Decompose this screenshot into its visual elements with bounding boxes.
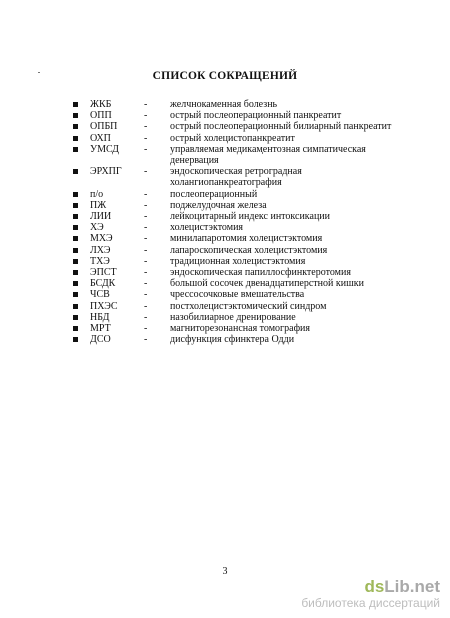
abbreviation-dash: - bbox=[144, 300, 148, 312]
abbreviation-row bbox=[0, 133, 450, 144]
abbreviation-dash: - bbox=[144, 211, 148, 222]
watermark-logo-rest: Lib.net bbox=[384, 577, 440, 596]
abbreviation-row bbox=[0, 166, 450, 189]
abbreviation-term: БСДК bbox=[90, 278, 116, 290]
watermark bbox=[301, 578, 440, 610]
abbreviation-term: УМСД bbox=[90, 143, 119, 155]
abbreviation-definition: эндоскопическая ретроградная bbox=[170, 166, 302, 178]
square-bullet-icon bbox=[73, 259, 78, 264]
square-bullet-icon bbox=[73, 281, 78, 286]
abbreviation-term: ЭПСТ bbox=[90, 267, 117, 278]
square-bullet-icon bbox=[73, 113, 78, 118]
abbreviation-definition-continued: денервация bbox=[170, 154, 219, 166]
abbreviation-dash: - bbox=[144, 222, 148, 234]
abbreviation-row bbox=[0, 256, 450, 267]
square-bullet-icon bbox=[73, 236, 78, 241]
abbreviation-row bbox=[0, 289, 450, 300]
abbreviation-term: ПЖ bbox=[90, 199, 107, 211]
abbreviation-term: ЭРХПГ bbox=[90, 166, 122, 178]
abbreviation-dash: - bbox=[144, 289, 148, 301]
abbreviation-definition-continued: холангиопанкреатография bbox=[170, 177, 282, 189]
abbreviation-definition: дисфункция сфинктера Одди bbox=[170, 334, 295, 346]
abbreviation-dash: - bbox=[144, 110, 148, 122]
abbreviation-term: ОПП bbox=[90, 110, 112, 122]
abbreviation-dash: - bbox=[144, 267, 148, 278]
square-bullet-icon bbox=[73, 147, 78, 152]
abbreviation-term: ОХП bbox=[90, 132, 111, 144]
square-bullet-icon bbox=[73, 337, 78, 342]
abbreviation-term: ЛХЭ bbox=[90, 244, 111, 256]
abbreviation-row bbox=[0, 301, 450, 312]
abbreviation-term: МХЭ bbox=[90, 233, 113, 245]
abbreviation-dash: - bbox=[144, 323, 148, 334]
abbreviation-dash: - bbox=[144, 99, 148, 110]
abbreviation-definition: желчнокаменная болезнь bbox=[170, 99, 278, 110]
abbreviation-row bbox=[0, 189, 450, 200]
abbreviation-row bbox=[0, 211, 450, 222]
square-bullet-icon bbox=[73, 214, 78, 219]
abbreviation-dash: - bbox=[144, 132, 148, 144]
abbreviation-dash: - bbox=[144, 334, 148, 346]
abbreviation-definition: острый послеоперационный билиарный панкреатит bbox=[170, 121, 392, 133]
abbreviation-term: МРТ bbox=[90, 323, 111, 334]
abbreviation-term: ТХЭ bbox=[90, 255, 110, 267]
abbreviation-row bbox=[0, 121, 450, 132]
abbreviation-dash: - bbox=[144, 278, 148, 290]
abbreviation-definition: поджелудочная железа bbox=[170, 199, 267, 211]
abbreviation-definition: большой сосочек двенадцатиперстной кишки bbox=[170, 278, 364, 290]
watermark-tagline: библиотека диссертаций bbox=[301, 596, 440, 610]
abbreviation-definition: послеоперационный bbox=[170, 188, 258, 200]
abbreviation-definition: минилапаротомия холецистэктомия bbox=[170, 233, 323, 245]
square-bullet-icon bbox=[73, 225, 78, 230]
abbreviation-definition: управляемая медикаментозная симпатическая bbox=[170, 143, 366, 155]
abbreviation-row bbox=[0, 200, 450, 211]
watermark-logo-accent: ds bbox=[364, 577, 385, 596]
abbreviation-row bbox=[0, 110, 450, 121]
abbreviation-row bbox=[0, 267, 450, 278]
abbreviation-row bbox=[0, 323, 450, 334]
abbreviation-row bbox=[0, 143, 450, 166]
square-bullet-icon bbox=[73, 124, 78, 129]
square-bullet-icon bbox=[73, 304, 78, 309]
abbreviation-definition: эндоскопическая папиллосфинктеротомия bbox=[170, 267, 351, 278]
abbreviation-row bbox=[0, 278, 450, 289]
square-bullet-icon bbox=[73, 270, 78, 275]
abbreviation-definition: острый холецистопанкреатит bbox=[170, 132, 295, 144]
square-bullet-icon bbox=[73, 203, 78, 208]
square-bullet-icon bbox=[73, 102, 78, 107]
abbreviation-definition: назобилиарное дренирование bbox=[170, 311, 296, 323]
abbreviation-definition: традиционная холецистэктомия bbox=[170, 255, 306, 267]
abbreviation-definition: холецистэктомия bbox=[170, 222, 244, 234]
watermark-logo bbox=[301, 578, 440, 596]
abbreviation-row bbox=[0, 312, 450, 323]
abbreviation-dash: - bbox=[144, 255, 148, 267]
abbreviation-term: ЛИИ bbox=[90, 211, 112, 222]
abbreviation-dash: - bbox=[144, 143, 148, 155]
abbreviation-term: ПХЭС bbox=[90, 300, 118, 312]
square-bullet-icon bbox=[73, 169, 78, 174]
abbreviation-definition: постхолецистэктомический синдром bbox=[170, 300, 327, 312]
abbreviation-row bbox=[0, 99, 450, 110]
abbreviation-dash: - bbox=[144, 188, 148, 200]
abbreviation-row bbox=[0, 233, 450, 244]
abbreviation-term: ХЭ bbox=[90, 222, 104, 234]
abbreviation-row bbox=[0, 334, 450, 345]
square-bullet-icon bbox=[73, 326, 78, 331]
abbreviation-definition: магниторезонансная томография bbox=[170, 323, 311, 334]
abbreviation-term: ЖКБ bbox=[90, 99, 112, 110]
abbreviation-dash: - bbox=[144, 166, 148, 178]
square-bullet-icon bbox=[73, 136, 78, 141]
square-bullet-icon bbox=[73, 315, 78, 320]
abbreviation-dash: - bbox=[144, 311, 148, 323]
square-bullet-icon bbox=[73, 292, 78, 297]
abbreviation-dash: - bbox=[144, 199, 148, 211]
abbreviation-definition: острый послеоперационный панкреатит bbox=[170, 110, 342, 122]
abbreviation-term: ОПБП bbox=[90, 121, 118, 133]
abbreviation-row bbox=[0, 245, 450, 256]
square-bullet-icon bbox=[73, 192, 78, 197]
abbreviation-definition: лапароскопическая холецистэктомия bbox=[170, 244, 328, 256]
abbreviation-term: ДСО bbox=[90, 334, 111, 346]
square-bullet-icon bbox=[73, 248, 78, 253]
abbreviation-dash: - bbox=[144, 233, 148, 245]
abbreviation-dash: - bbox=[144, 121, 148, 133]
abbreviation-term: НБД bbox=[90, 311, 110, 323]
abbreviation-term: п/о bbox=[90, 188, 104, 200]
abbreviation-term: ЧСВ bbox=[90, 289, 110, 301]
abbreviation-definition: чрессосочковые вмешательства bbox=[170, 289, 305, 301]
page-number: 3 bbox=[222, 566, 228, 577]
abbreviation-dash: - bbox=[144, 244, 148, 256]
page-title: СПИСОК СОКРАЩЕНИЙ bbox=[152, 70, 298, 82]
abbreviation-row bbox=[0, 222, 450, 233]
abbreviation-definition: лейкоцитарный индекс интоксикации bbox=[170, 211, 331, 222]
